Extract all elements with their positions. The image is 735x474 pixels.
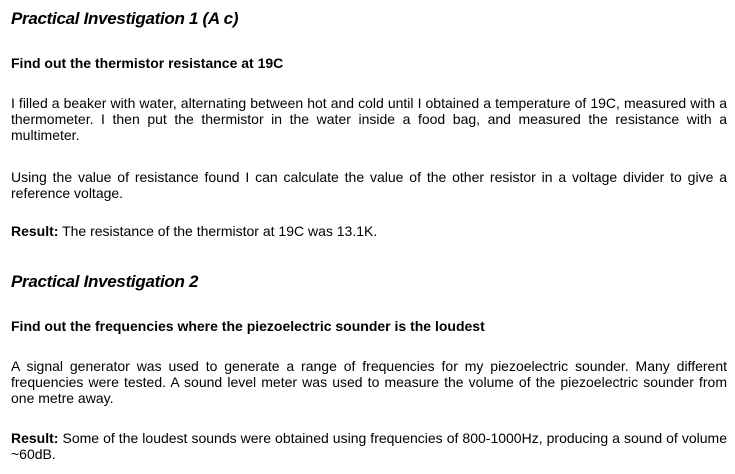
section-1-paragraph-1: I filled a beaker with water, alternating between hot and cold until I obtained a temperature of 19C, measured with a thermometer. I then put the thermistor in the water inside a food bag, and measured the resistance with a multimeter. — [11, 95, 727, 143]
section-1-result-label: Result: — [11, 223, 59, 239]
section-1-title: Practical Investigation 1 (A c) — [11, 9, 239, 28]
section-1-paragraph-2: Using the value of resistance found I can calculate the value of the other resistor in a voltage divider to give a reference voltage. — [11, 169, 727, 201]
section-2-result-label: Result: — [11, 430, 59, 446]
section-1-result-text: The resistance of the thermistor at 19C was 13.1K. — [58, 223, 378, 239]
section-2-result — [11, 430, 727, 462]
section-1-result — [11, 223, 727, 239]
section-2-subheading: Find out the frequencies where the piezoelectric sounder is the loudest — [11, 318, 485, 334]
section-2-paragraph-1: A signal generator was used to generate a range of frequencies for my piezoelectric sounder. Many different frequencies were tested. A sound level meter was used to measure the volume of the piezoelectric sounder from one metre away. — [11, 358, 727, 406]
section-1-subheading: Find out the thermistor resistance at 19C — [11, 55, 284, 71]
section-2-title: Practical Investigation 2 — [11, 272, 199, 291]
section-2-result-text: Some of the loudest sounds were obtained using frequencies of 800-1000Hz, producing a sound of volume ~60dB. — [11, 430, 727, 462]
